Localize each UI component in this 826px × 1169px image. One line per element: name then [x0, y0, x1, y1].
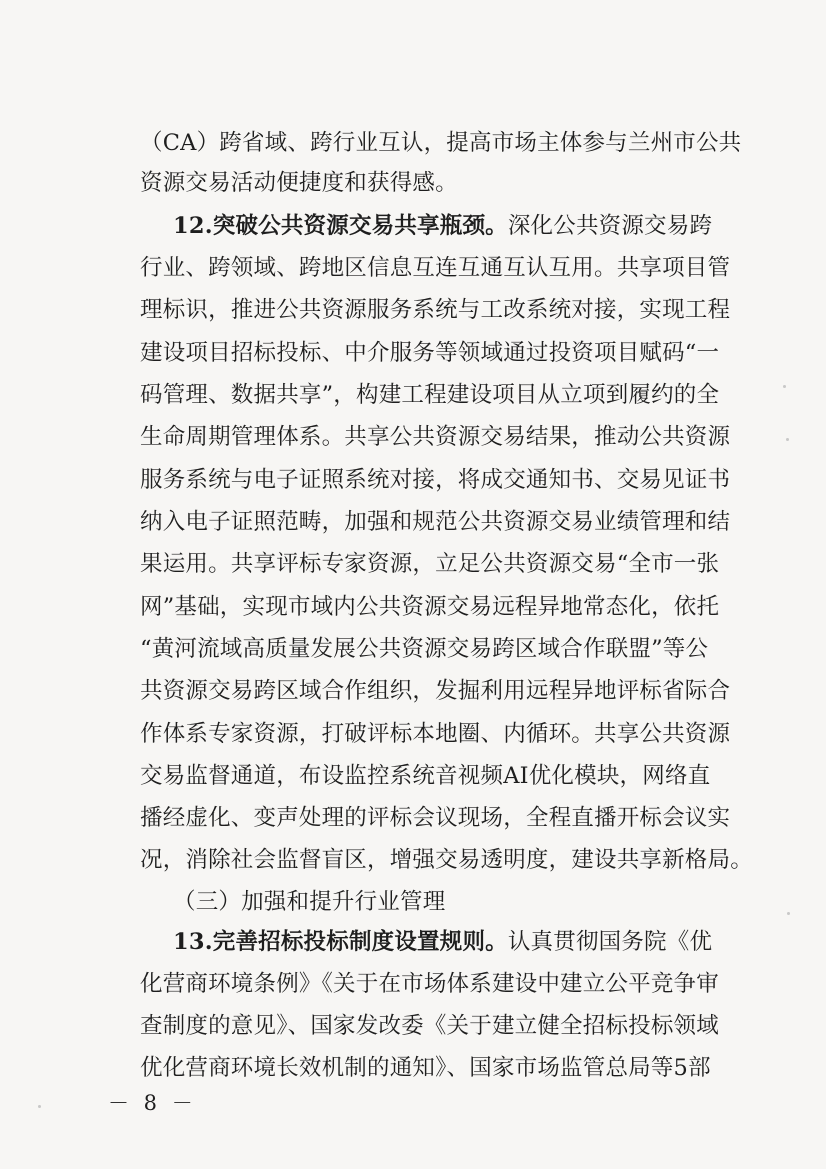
text-line: 理标识，推进公共资源服务系统与工改系统对接，实现工程 [140, 297, 731, 323]
paragraph-12-first-line [140, 209, 713, 243]
text-line: 网”基础，实现市域内公共资源交易远程异地常态化，依托 [140, 594, 720, 620]
text-line: 交易监督通道，布设监控系统音视频AI优化模块，网络直 [140, 763, 711, 789]
text-line: 资源交易活动便捷度和获得感。 [140, 170, 458, 196]
paragraph-13-heading: 13.完善招标投标制度设置规则。 [173, 929, 508, 955]
text-line: 化营商环境条例》《关于在市场体系建设中建立公平竞争审 [140, 971, 719, 997]
scan-speck [787, 912, 790, 915]
text-line: 生命周期管理体系。共享公共资源交易结果，推动公共资源 [140, 424, 731, 450]
text-line: “黄河流域高质量发展公共资源交易跨区域合作联盟”等公 [140, 636, 709, 662]
text-line: 果运用。共享评标专家资源，立足公共资源交易“全市一张 [140, 551, 720, 577]
text-line: 作体系专家资源，打破评标本地圈、内循环。共享公共资源 [140, 721, 731, 747]
text-line: （CA）跨省域、跨行业互认，提高市场主体参与兰州市公共 [140, 130, 742, 156]
scan-speck [38, 1105, 41, 1108]
text-line: 况，消除社会监督盲区，增强交易透明度，建设共享新格局。 [140, 847, 753, 873]
paragraph-12-heading: 12.突破公共资源交易共享瓶颈。 [173, 213, 508, 239]
page-number: － 8 － [108, 1091, 197, 1115]
text-line: 建设项目招标投标、中介服务等领域通过投资项目赋码“一 [140, 340, 720, 366]
text-line: 共资源交易跨区域合作组织，发掘利用远程异地评标省际合 [140, 678, 731, 704]
text-line: 播经虚化、变声处理的评标会议现场，全程直播开标会议实 [140, 805, 731, 831]
text-line: 优化营商环境长效机制的通知》、国家市场监管总局等5部 [140, 1055, 711, 1081]
paragraph-13-text: 认真贯彻国务院《优 [507, 929, 713, 955]
text-line: 行业、跨领域、跨地区信息互连互通互认互用。共享项目管 [140, 255, 731, 281]
text-line: 纳入电子证照范畴，加强和规范公共资源交易业绩管理和结 [140, 509, 731, 535]
paragraph-12-text: 深化公共资源交易跨 [507, 213, 713, 239]
text-line: 服务系统与电子证照系统对接，将成交通知书、交易见证书 [140, 467, 731, 493]
paragraph-13-first-line [140, 925, 713, 959]
section-heading: （三）加强和提升行业管理 [173, 889, 446, 915]
text-line: 码管理、数据共享”，构建工程建设项目从立项到履约的全 [140, 382, 720, 408]
scan-speck [783, 385, 786, 388]
text-line: 查制度的意见》、国家发改委《关于建立健全招标投标领域 [140, 1013, 719, 1039]
scan-speck [786, 438, 789, 441]
